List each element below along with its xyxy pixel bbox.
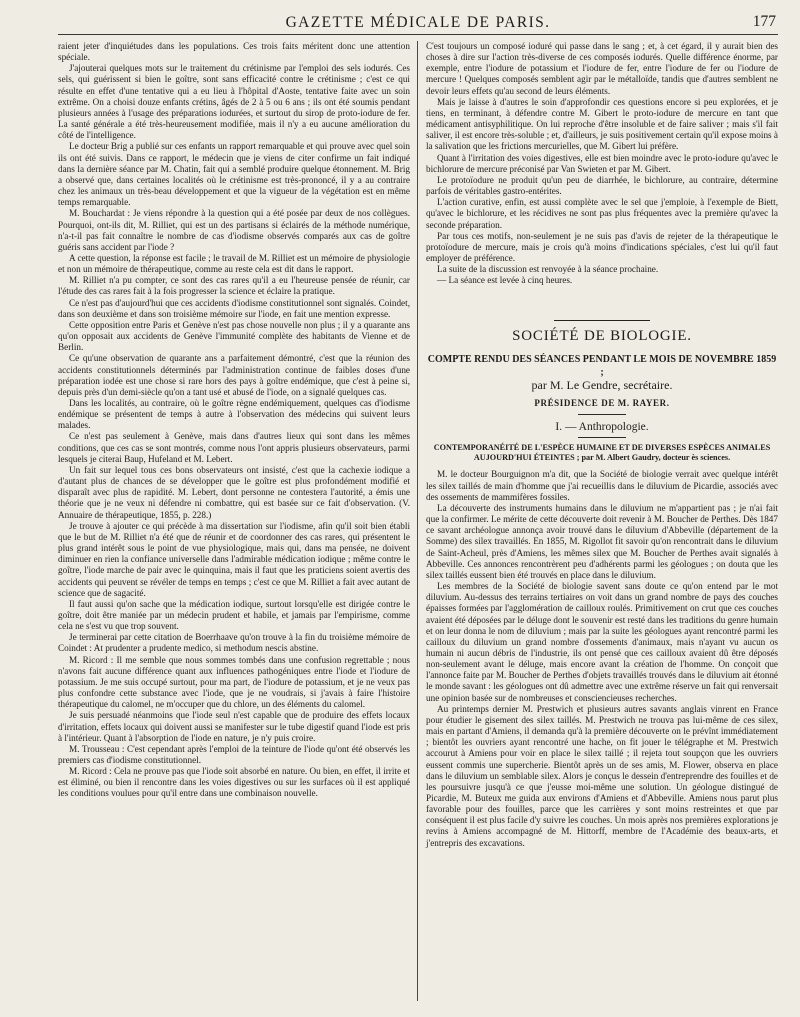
right-paragraph: L'action curative, enfin, est aussi complète avec le sel que j'emploie, à l'exemple de Biett, qu'avec le bichlorure, et les récidives ne sont pas plus fréquentes avec la première qu'avec la seconde préparation. [426, 197, 778, 230]
right-paragraph: Par tous ces motifs, non-seulement je ne suis pas d'avis de rejeter de la thérapeutique le protoïodure de mercure, mais je crois qu'à moins d'indications spéciales, c'est lui qu'il faut employer de préférence. [426, 230, 778, 263]
subsection-title: I. — Anthropologie. [555, 420, 649, 433]
left-paragraph: M. Ricord : Il me semble que nous sommes tombés dans une confusion regrettable ; nous n'avons fait aucune différence quant aux influences pathogéniques entre l'iode et l'iodure de potassium. Je me suis occupé surtout, pour ma part, de l'iodure de potassium, et je ne veux pas plus confondre cette substance avec l'iode, que je ne voudrais, si j'avais à faire l'histoire thérapeutique du calomel, ne m'occuper que du chlore, un des éléments du calomel. [58, 654, 410, 710]
left-paragraph: Ce n'est pas d'aujourd'hui que ces accidents d'iodisme constitutionnel sont signalés. Coindet, dans son deuxième et dans son troisième mémoire sur l'iode, en fait une mention expresse. [58, 297, 410, 319]
left-paragraph: M. Trousseau : C'est cependant après l'emploi de la teinture de l'iode qu'ont été observés les premiers cas d'iodisme constitutionnel. [58, 743, 410, 765]
left-paragraph: Un fait sur lequel tous ces bons observateurs ont insisté, c'est que la cachexie iodique a d'autant plus de chances de se développer que le goître est plus profondément modifié et disparaît avec plus de rapidité. M. Lebert, dont personne ne contestera l'autorité, a émis une théorie que je ne veux ni défendre ni combattre, qui est basée sur ce fait d'observation. (V. Annuaire de thérapeutique, 1855, p. 228.) [58, 464, 410, 520]
left-paragraph: M. Ricord : Cela ne prouve pas que l'iode soit absorbé en nature. Ou bien, en effet, il irrite et est éliminé, ou bien il rencontre dans les voies digestives ou sur les surfaces où il est appliqué les conditions voulues pour qu'il entre dans une combinaison nouvelle. [58, 766, 410, 799]
society-section-header [426, 328, 778, 463]
right-paragraph: Les membres de la Société de biologie savent sans doute ce qu'on entend par le mot diluvium. Au-dessus des terrains tertiaires on voit dans un grand nombre de pays des couches épaisses formées par l'agglomération de cailloux roulés. Primitivement on crut que ces couches avaient été déposées par le déluge dont le souvenir est resté dans les traditions du genre humain et on leur donna le nom de diluvium ; mais par la suite les géologues ayant rencontré parmi les cailloux du diluvium un grand nombre d'ossements d'animaux, mais n'ayant vu aucun os humain ni aucun débris de l'industrie, ils ont pensé que ces cailloux avaient dû être déposés non-seulement avant le déluge, mais encore avant la création de l'homme. On conçoit que l'annonce faite par M. Boucher de Perthes d'objets travaillés trouvés dans le diluvium ait étonné le monde savant : les géologues ont dû admettre avec une extrême réserve un fait qui renversait une opinion basée sur de nombreuses et consciencieuses recherches. [426, 581, 778, 703]
presidency-line: PRÉSIDENCE DE M. RAYER. [534, 397, 670, 408]
right-column [418, 41, 778, 1001]
right-paragraph: Quant à l'irritation des voies digestives, elle est bien moindre avec le proto-iodure qu'avec le bichlorure de mercure préconisé par Van Swieten et par M. Gibert. [426, 152, 778, 174]
left-paragraph: Je suis persuadé néanmoins que l'iode seul n'est capable que de produire des effets locaux d'irritation, effets locaux qui doivent aussi se manifester sur le tube digestif quand l'iode est pris à l'intérieur. Quant à l'absorption de l'iode en nature, je n'y puis croire. [58, 710, 410, 743]
page-header [58, 12, 778, 35]
society-title: SOCIÉTÉ DE BIOLOGIE. [512, 328, 692, 345]
left-paragraph: Il faut aussi qu'on sache que la médication iodique, surtout lorsqu'elle est dirigée contre le goître, doit être maniée par un médecin prudent et habile, et jamais par l'empirisme, comme cela ne s'est vu que trop souvent. [58, 598, 410, 632]
section-divider [554, 320, 650, 321]
two-column-body [58, 41, 778, 1001]
left-paragraph: Je terminerai par cette citation de Boerrhaave qu'on trouve à la fin du troisième mémoire de Coindet : At prudenter a prudente medico, si methodum nescis abstine. [58, 632, 410, 654]
subsection-divider [578, 437, 626, 438]
left-paragraph: Dans les localités, au contraire, où le goître règne endémiquement, quelques cas d'iodisme endémique se présentent de temps à autre à l'observation des médecins qui suivent leurs malades. [58, 398, 410, 431]
left-paragraph: raient jeter d'inquiétudes dans les populations. Ces trois faits méritent donc une attention spéciale. [58, 41, 410, 63]
presidency-divider [578, 414, 626, 415]
right-paragraph: M. le docteur Bourguignon m'a dit, que la Société de biologie verrait avec quelque intérêt les silex taillés de main d'homme que j'ai recueillis dans le diluvium de Picardie, associés avec des ossements de mammifères fossiles. [426, 469, 778, 502]
left-column [58, 41, 418, 1001]
right-paragraph: Mais je laisse à d'autres le soin d'approfondir ces questions encore si peu explorées, et je tiens, en terminant, à défendre contre M. Gibert le proto-iodure de mercure en tant que médicament antisyphilitique. On lui reproche d'être insoluble et de faire saliver ; mais s'il fait saliver, il est encore très-soluble ; et, d'ailleurs, je suis positivement certain qu'il expose moins à la salivation que les frictions mercurielles, que M. Gibert lui préfère. [426, 96, 778, 152]
secretary-line: par M. Le Gendre, secrétaire. [531, 377, 673, 392]
left-paragraph: Ce qu'une observation de quarante ans a parfaitement démontré, c'est que la réunion des accidents constitutionnels déterminés par l'administration continue de faibles doses d'une préparation iodée est une chose si rare hors des pays à goître endémique, que c'est à peine si, depuis près d'un demi-siècle qu'on a tant usé et abusé de l'iode, on a signalé quelques cas. [58, 353, 410, 397]
left-paragraph: M. Rilliet n'a pu compter, ce sont des cas rares qu'il a eu l'heureuse pensée de réunir, car l'étude des cas rares fait à la fois progresser la science et éclaire la pratique. [58, 275, 410, 297]
right-paragraph: La suite de la discussion est renvoyée à la séance prochaine. [437, 264, 659, 275]
left-paragraph: Ce n'est pas seulement à Genève, mais dans d'autres lieux qui sont dans les mêmes conditions, que ces cas se sont montrés, comme nous l'ont appris plusieurs observateurs, parmi lesquels je citerai Baup, Hufeland et M. Lebert. [58, 431, 410, 464]
left-paragraph: Cette opposition entre Paris et Genève n'est pas chose nouvelle non plus ; il y a quarante ans qu'on opposait aux accidents de Genève l'immunité complète des habitants de Vienne et de Berlin. [58, 319, 410, 353]
left-paragraph: Le docteur Brig a publié sur ces enfants un rapport remarquable et qui prouve avec quel soin ils ont été suivis. Dans ce rapport, le médecin que je viens de citer confirme un fait indiqué dans la dernière séance par M. Chatin, fait qui a semblé produire quelque étonnement. M. Brig a observé que, dans certaines localités où le crétinisme est très-prononcé, il y a au contraire chez les animaux un très-beau développement et que la vigueur de la végétation est en même temps remarquable. [58, 141, 410, 208]
left-paragraph: A cette question, la réponse est facile ; le travail de M. Rilliet est un mémoire de physiologie et non un mémoire de thérapeutique, comme au reste cela est dit dans le rapport. [58, 252, 410, 275]
right-paragraph: Au printemps dernier M. Prestwich et plusieurs autres savants anglais vinrent en France pour étudier le gisement des silex taillés. M. Prestwich ne trouva pas lui-même de ces silex, mais en partant d'Amiens, il demanda qu'à la première découverte on le prévînt immédiatement ; bientôt les ouvriers ayant rencontré une hache, on fit jouer le télégraphe et M. Prestwich accourut à Amiens pour voir en place le silex taillé ; il rejeta tout soupçon que les ouvriers eussent commis une supercherie. Bientôt après un de ses amis, M. Flower, observa en place dans le diluvium un semblable silex. Alors je conçus le dessein d'entreprendre des fouilles et de les poursuivre jusqu'à ce que j'eusse moi-même une solution. Un géologue distingué de Picardie, M. Buteux me guida aux environs d'Amiens et d'Abbeville. Amiens nous parut plus favorable pour des fouilles, parce que les carrières y sont moins restreintes et que par conséquent il est plus facile d'y suivre les couches. Un mois après nos premières explorations je revins à Amiens accompagné de M. Hittorff, membre de l'Académie des beaux-arts, et j'entrepris des excavations. [426, 703, 778, 848]
left-paragraph: M. Bouchardat : Je viens répondre à la question qui a été posée par deux de nos collègues. Pourquoi, ont-ils dit, M. Rilliet, qui est un des partisans si éclairés de la méthode numérique, n'a-t-il pas fait connaître le nombre de cas d'iodisme observés comparés aux cas de goître guéris sans accident par l'iode ? [58, 208, 410, 252]
right-paragraph: — La séance est levée à cinq heures. [437, 275, 573, 286]
right-paragraph: Le protoïodure ne produit qu'un peu de diarrhée, le bichlorure, au contraire, détermine parfois de véritables gastro-entérites. [426, 174, 778, 197]
left-paragraph: J'ajouterai quelques mots sur le traitement du crétinisme par l'emploi des sels iodurés. Ces sels, qui guérissent si bien le goître, sont sans efficacité contre le crétinisme ; c'est ce qui résulte en effet d'une tentative qui a eu lieu à l'hôpital d'Aoste, tentative faite avec un soin extrême. On a choisi douze enfants crétins, âgés de 2 à 5 ou 6 ans ; ils ont été soumis pendant plusieurs années à l'usage des préparations iodurées, et surtout du sirop de proto-iodure de fer. La santé générale a été très-heureusement modifiée, mais il n'y a eu aucune amélioration du côté de l'intelligence. [58, 63, 410, 141]
right-paragraph: C'est toujours un composé ioduré qui passe dans le sang ; et, à cet égard, il y aurait bien des choses à dire sur l'action très-diverse de ces composés iodurés. Quelle différence énorme, par exemple, entre l'iodure de potassium et l'iodure de fer, entre l'iodure de fer ou l'iodure de mercure ! Quelques composés semblent agir par le métalloïde, tandis que d'autres semblent ne devoir leurs effets qu'au second de leurs éléments. [426, 41, 778, 96]
left-paragraph: Je trouve à ajouter ce qui précède à ma dissertation sur l'iodisme, afin qu'il soit bien établi que le but de M. Rilliet n'a été que de réunir et de coordonner des cas rares, qui présentent le plus grand intérêt sous le point de vue physiologique, mais qui, dans ma pensée, ne doivent diminuer en rien la confiance universelle dans l'admirable médication iodique ; même contre le goître, l'iode marche de pair avec le quinquina, mais il faut que les praticiens soient avertis des accidents qui peuvent se révéler de temps en temps ; c'est ce que M. Rilliet a fait avec autant de science que de sagacité. [58, 520, 410, 598]
report-line: COMPTE RENDU DES SÉANCES PENDANT LE MOIS DE NOVEMBRE 1859 ; [427, 353, 777, 378]
running-title: GAZETTE MÉDICALE DE PARIS. [285, 14, 551, 31]
paper-title: CONTEMPORANÉITÉ DE L'ESPÈCE HUMAINE ET DE DIVERSES ESPÈCES ANIMALES AUJOURD'HUI ÉTEINTES ; par M. Albert Gaudry, docteur ès sciences. [433, 443, 771, 463]
page-number: 177 [752, 13, 776, 30]
right-paragraph: La découverte des instruments humains dans le diluvium ne m'appartient pas ; je n'ai fait que la confirmer. Le mérite de cette découverte doit revenir à M. Boucher de Perthes. Dès 1847 ce savant archéologue annonça avoir trouvé dans le diluvium d'Abbeville (département de la Somme) des silex travaillés. En 1855, M. Rigollot fit savoir qu'on rencontrait dans le diluvium de Saint-Acheul, près d'Amiens, les mêmes silex que M. Boucher de Perthes avait signalés à Abbeville. Ces annonces rencontrèrent peu d'adhérents parmi les géologues ; on douta que les silex taillés eussent bien été trouvés en place dans le diluvium. [426, 502, 778, 580]
